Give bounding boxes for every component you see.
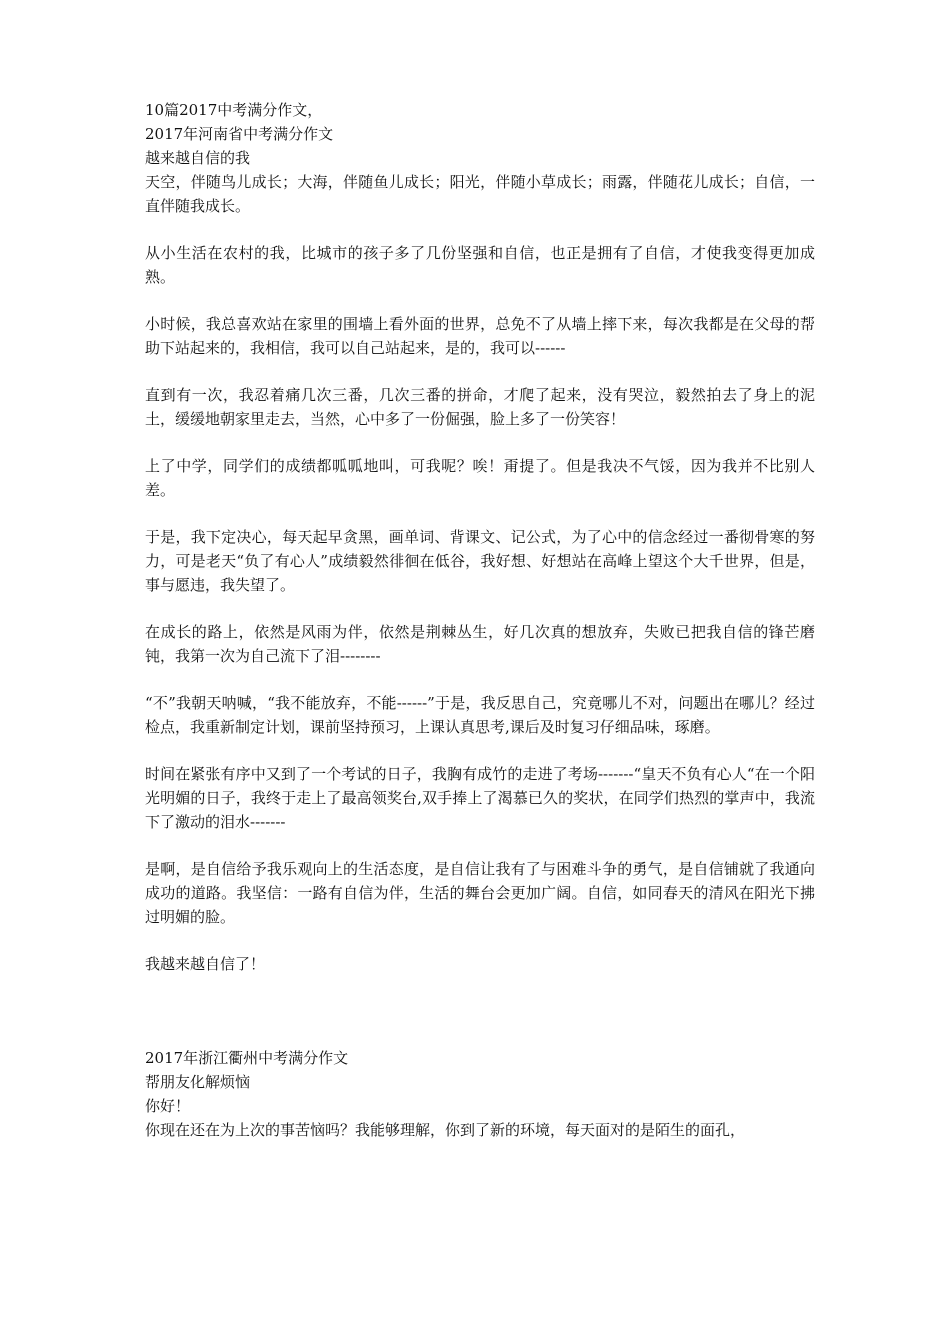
essay1-title: 越来越自信的我 (145, 149, 251, 167)
essay1-paragraph-1: 天空，伴随鸟儿成长；大海，伴随鱼儿成长；阳光，伴随小草成长；雨露，伴随花儿成长；自信，一直伴随我成长。 (145, 173, 815, 215)
essay1-paragraph-5: 上了中学，同学们的成绩都呱呱地叫，可我呢？唉！甭提了。但是我决不气馁，因为我并不比别人差。 (145, 457, 815, 499)
essay1-paragraph-11: 我越来越自信了！ (145, 955, 266, 973)
essay1-paragraph-2: 从小生活在农村的我，比城市的孩子多了几份坚强和自信，也正是拥有了自信，才使我变得更加成熟。 (145, 244, 815, 286)
essay1-paragraph-4: 直到有一次，我忍着痛几次三番，几次三番的拼命，才爬了起来，没有哭泣，毅然拍去了身上的泥土，缓缓地朝家里走去，当然，心中多了一份倔强，脸上多了一份笑容！ (145, 386, 815, 428)
document-header (145, 98, 815, 170)
essay2-first-line: 你现在还在为上次的事苦恼吗？我能够理解，你到了新的环境，每天面对的是陌生的面孔， (145, 1121, 746, 1139)
essay1-paragraph-10: 是啊，是自信给予我乐观向上的生活态度，是自信让我有了与困难斗争的勇气，是自信铺就了我通向成功的道路。我坚信：一路有自信为伴，生活的舞台会更加广阔。自信，如同春天的清风在阳光下拂过明媚的脸。 (145, 860, 815, 926)
essay2-title: 帮朋友化解烦恼 (145, 1073, 251, 1091)
essay1-paragraph-3: 小时候，我总喜欢站在家里的围墙上看外面的世界，总免不了从墙上摔下来，每次我都是在父母的帮助下站起来的，我相信，我可以自己站起来，是的，我可以------ (145, 315, 815, 357)
collection-title: 10篇2017中考满分作文， (145, 101, 323, 119)
section-spacer (145, 999, 815, 1046)
essay1-paragraph-9: 时间在紧张有序中又到了一个考试的日子，我胸有成竹的走进了考场-------“皇天不负有心人“在一个阳光明媚的日子，我终于走上了最高领奖台,双手捧上了渴慕已久的奖状，在同学们热烈的掌声中，我流下了激动的泪水------- (145, 765, 815, 831)
document-page (145, 98, 815, 1142)
essay2-greeting: 你好！ (145, 1097, 191, 1115)
essay1-paragraph-8: “不”我朝天呐喊，“我不能放弃，不能------”于是，我反思自己，究竟哪儿不对，问题出在哪儿？经过检点，我重新制定计划，课前坚持预习，上课认真思考,课后及时复习仔细品味，琢磨。 (145, 694, 815, 736)
essay2-body (145, 1046, 815, 1142)
essay1-body (145, 170, 815, 976)
essay1-paragraph-6: 于是，我下定决心，每天起早贪黑，画单词、背课文、记公式，为了心中的信念经过一番彻骨寒的努力，可是老天“负了有心人”成绩毅然徘徊在低谷，我好想、好想站在高峰上望这个大千世界，但是，事与愿违，我失望了。 (145, 528, 815, 594)
essay1-source: 2017年河南省中考满分作文 (145, 125, 334, 143)
essay1-paragraph-7: 在成长的路上，依然是风雨为伴，依然是荆棘丛生，好几次真的想放弃，失败已把我自信的锋芒磨钝，我第一次为自己流下了泪-------- (145, 623, 815, 665)
essay2-source: 2017年浙江衢州中考满分作文 (145, 1049, 349, 1067)
